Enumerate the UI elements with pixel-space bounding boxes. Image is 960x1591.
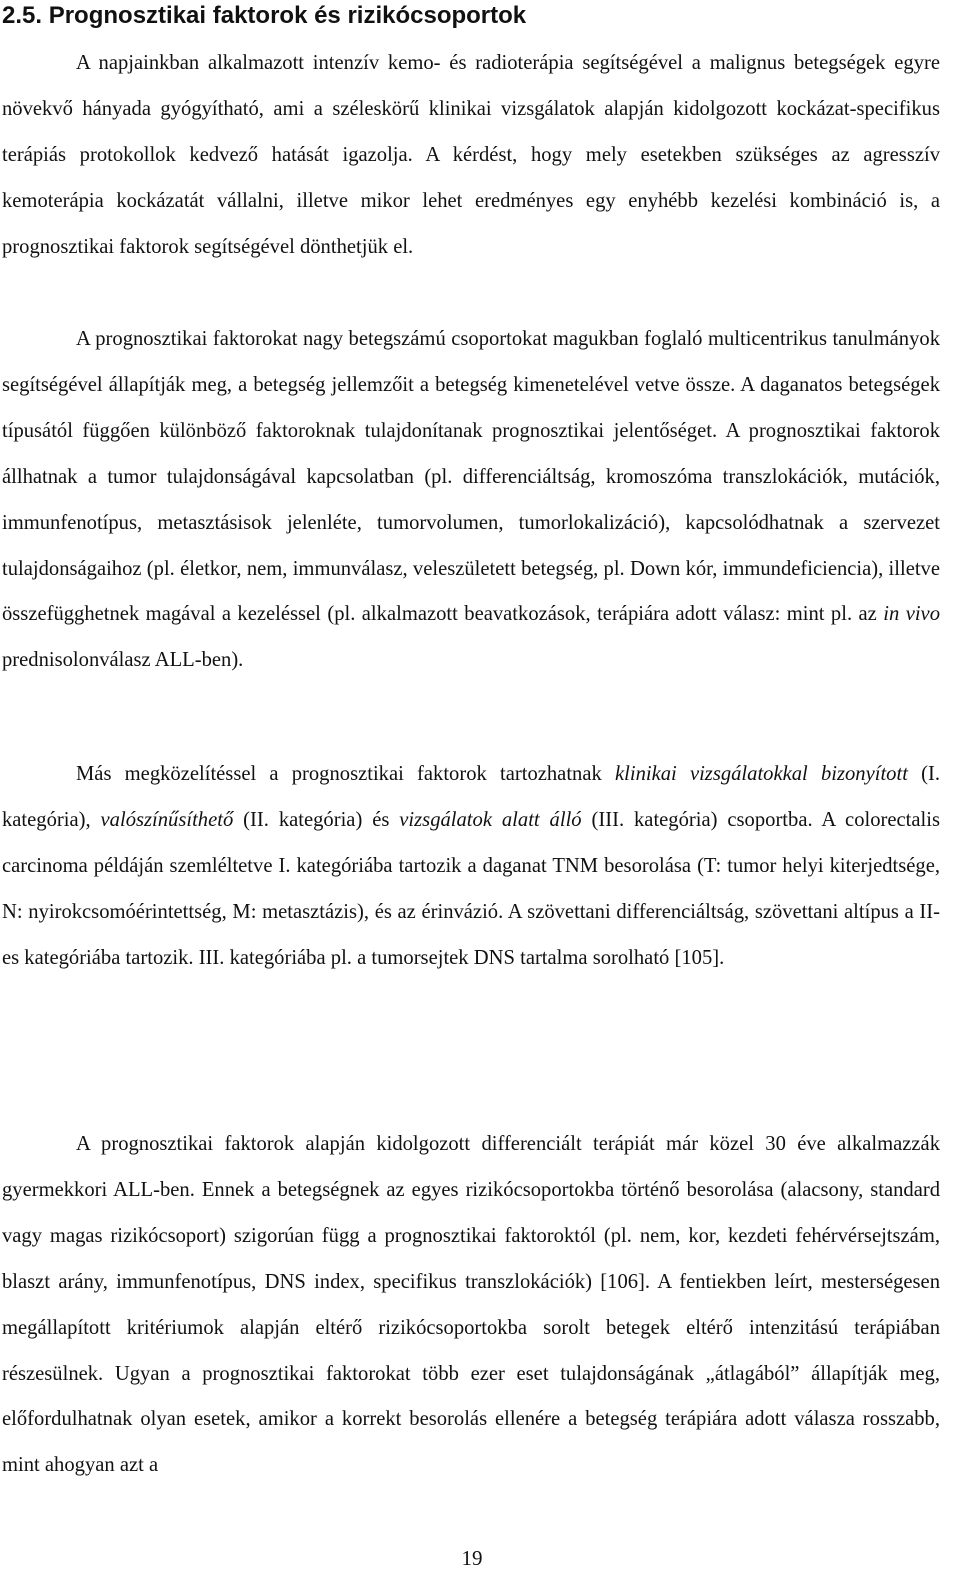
paragraph-text: (I. kategória), (2, 763, 940, 831)
italic-term: klinikai vizsgálatokkal bizonyított (614, 763, 908, 785)
paragraph-text: A prognosztikai faktorokat nagy betegszámú csoportokat magukban foglaló multicentrikus tanulmányok segítségével állapítják meg, a betegség jellemzőit a betegség kimenetelével vetve össze. A daganatos betegségek típusától függően különböző faktoroknak tulajdonítanak prognosztikai jelentőséget. A prognosztikai faktorok állhatnak a tumor tulajdonságával kapcsolatban (pl. differenciáltság, kromoszóma transzlokációk, mutációk, immunfenotípus, metasztásisok jelenléte, tumorvolumen, tumorlokalizáció), kapcsolódhatnak a szervezet tulajdonságaihoz (pl. életkor, nem, immunválasz, veleszületett betegség, pl. Down kór, immundeficiencia), illetve összefügghetnek magával a kezeléssel (pl. alkalmazott beavatkozások, terápiára adott válasz: mint pl. az (2, 328, 940, 626)
paragraph-text: Más megközelítéssel a prognosztikai faktorok tartozhatnak (76, 763, 615, 785)
italic-term: vizsgálatok alatt álló (399, 808, 582, 831)
italic-term: in vivo (883, 603, 940, 626)
italic-term: valószínűsíthető (100, 808, 234, 831)
page-number: 19 (461, 1546, 483, 1570)
paragraph-text: (III. kategória) csoportba. A colorectalis carcinoma példáján szemléltetve I. kategóriába tartozik a daganat TNM besorolása (T: tumor helyi kiterjedtsége, N: nyirokcsomóérintettség, M: metasztázis), és az érinvázió. A szövettani differenciáltság, szövettani altípus a II-es kategóriába tartozik. III. kategóriába pl. a tumorsejtek DNS tartalma sorolható [105]. (2, 808, 940, 969)
section-heading: 2.5. Prognosztikai faktorok és rizikócsoportok (2, 2, 527, 29)
paragraph-text: prednisolonválasz ALL-ben). (2, 649, 244, 672)
paragraph-prognostic-factors (2, 317, 940, 684)
paragraph-all-therapy: A prognosztikai faktorok alapján kidolgozott differenciált terápiát már közel 30 éve alkalmazzák gyermekkori ALL-ben. Ennek a betegségnek az egyes rizikócsoportokba történő besorolása (alacsony, standard vagy magas rizikócsoport) szigorúan függ a prognosztikai faktoroktól (pl. nem, kor, kezdeti fehérvérsejtszám, blaszt arány, immunfenotípus, DNS index, specifikus transzlokációk) [106]. A fentiekben leírt, mesterségesen megállapított kritériumok alapján eltérő rizikócsoportokba sorolt betegek eltérő intenzitású terápiában részesülnek. Ugyan a prognosztikai faktorokat több ezer eset tulajdonságának „átlagából” állapítják meg, előfordulhatnak olyan esetek, amikor a korrekt besorolás ellenére a betegség terápiára adott válasza rosszabb, mint ahogyan azt a (2, 1133, 940, 1477)
paragraph-text: (II. kategória) és (233, 808, 400, 831)
paragraph-categories (2, 752, 940, 982)
paragraph-intro: A napjainkban alkalmazott intenzív kemo- és radioterápia segítségével a malignus betegségek egyre növekvő hányada gyógyítható, ami a széleskörű klinikai vizsgálatok alapján kidolgozott kockázat-specifikus terápiás protokollok kedvező hatását igazolja. A kérdést, hogy mely esetekben szükséges az agresszív kemoterápia kockázatát vállalni, illetve mikor lehet eredményes egy enyhébb kezelési kombináció is, a prognosztikai faktorok segítségével dönthetjük el. (2, 52, 940, 258)
